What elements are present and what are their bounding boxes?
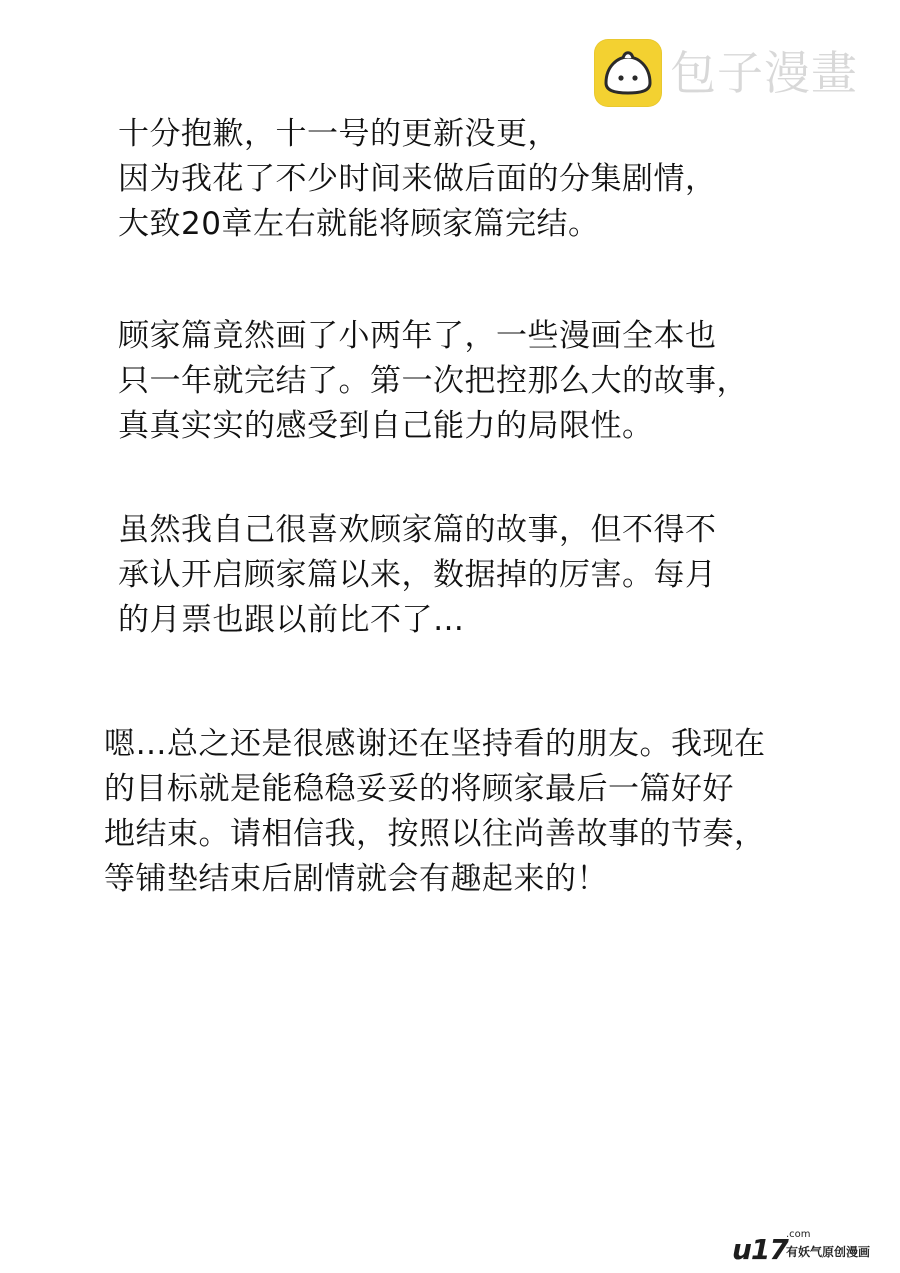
paragraph-line: 嗯…总之还是很感谢还在坚持看的朋友。我现在 (104, 726, 766, 762)
paragraph-line: 虽然我自己很喜欢顾家篇的故事，但不得不 (118, 512, 717, 548)
paragraph-line: 只一年就完结了。第一次把控那么大的故事， (118, 363, 748, 399)
paragraph-line: 大致20章左右就能将顾家篇完结。 (118, 206, 600, 242)
watermark-brand-text: 包子漫畫 (670, 46, 858, 100)
paragraph-line: 的月票也跟以前比不了… (118, 602, 465, 638)
paragraph-4 (104, 722, 766, 902)
u17-logo-main: u17 (732, 1233, 788, 1266)
paragraph-3 (118, 508, 717, 643)
u17-logo-domain: .com (786, 1229, 811, 1240)
paragraph-line: 十分抱歉，十一号的更新没更， (118, 116, 559, 152)
steamed-bun-icon (594, 39, 662, 107)
paragraph-line: 因为我花了不少时间来做后面的分集剧情， (118, 161, 717, 197)
paragraph-line: 等铺垫结束后剧情就会有趣起来的！ (104, 861, 608, 897)
paragraph-line: 承认开启顾家篇以来，数据掉的厉害。每月 (118, 557, 717, 593)
paragraph-line: 地结束。请相信我，按照以往尚善故事的节奏， (104, 816, 766, 852)
u17-logo (732, 1227, 882, 1266)
paragraph-1 (118, 112, 717, 247)
paragraph-line: 的目标就是能稳稳妥妥的将顾家最后一篇好好 (104, 771, 734, 807)
paragraph-line: 真真实实的感受到自己能力的局限性。 (118, 408, 654, 444)
paragraph-line: 顾家篇竟然画了小两年了，一些漫画全本也 (118, 318, 717, 354)
u17-logo-tagline: 有妖气原创漫画 (786, 1245, 871, 1259)
paragraph-2 (118, 314, 748, 449)
watermark (594, 36, 874, 110)
